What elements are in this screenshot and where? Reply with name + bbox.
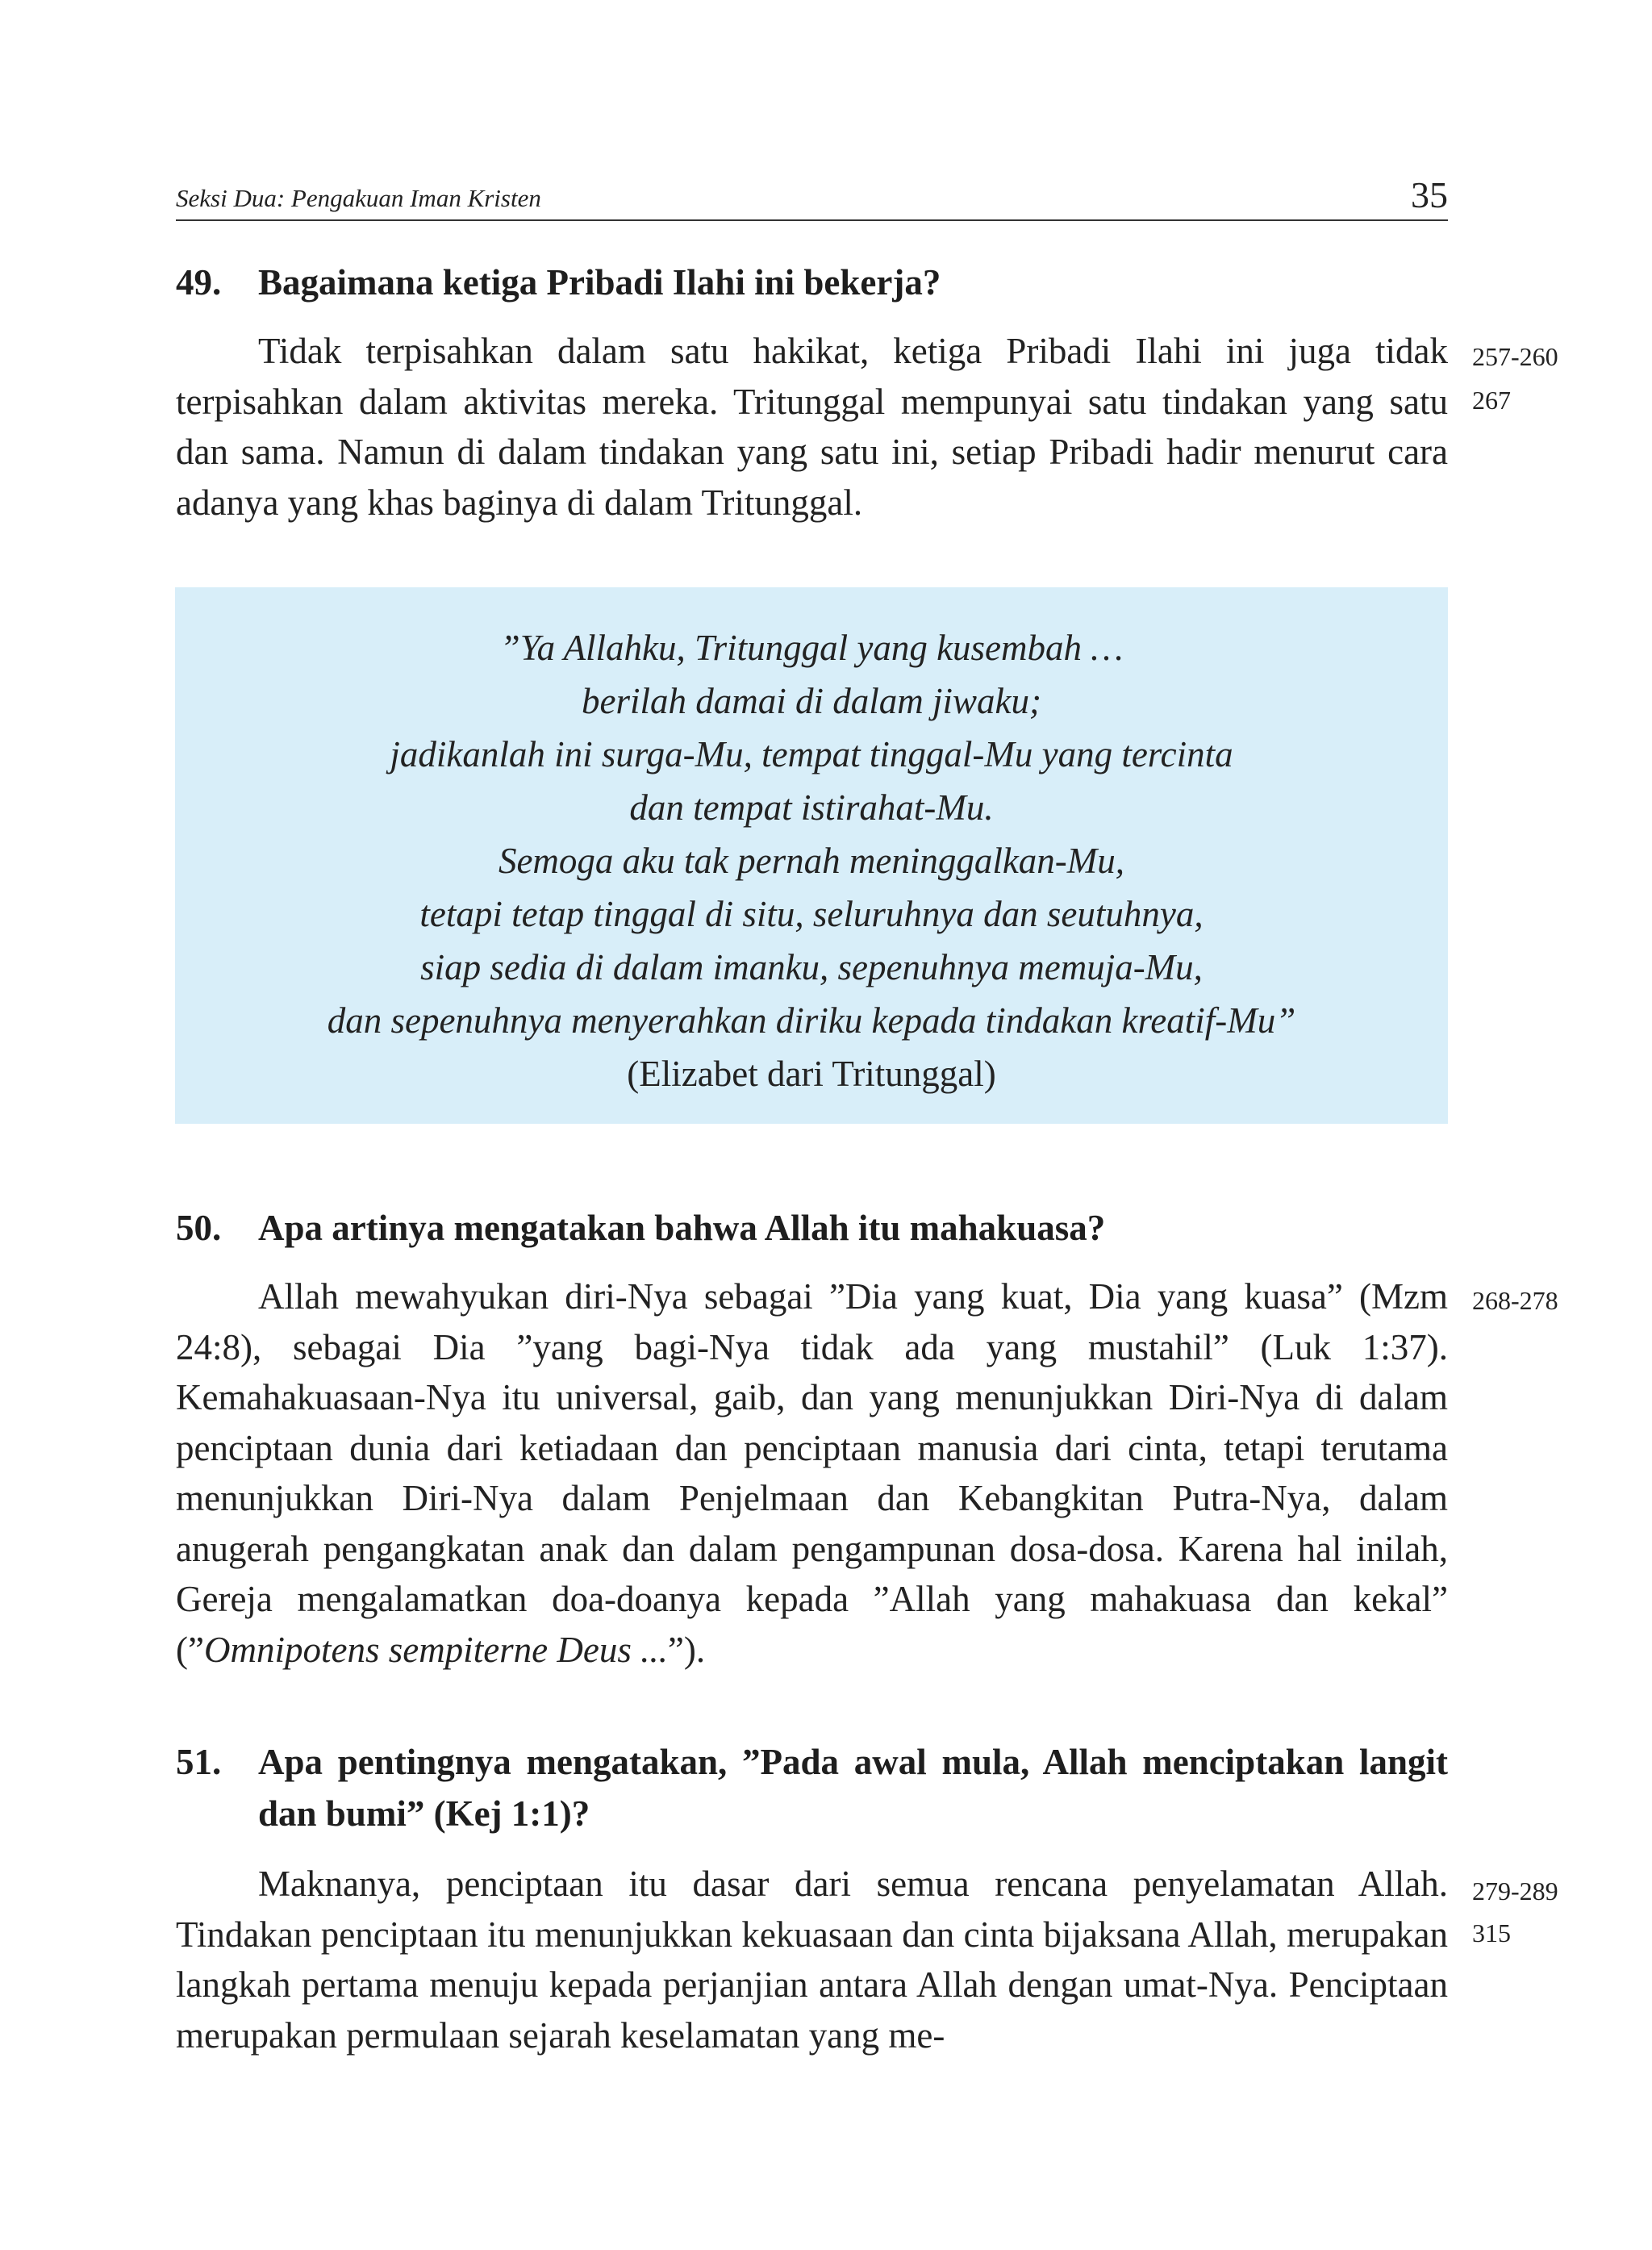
prayer-quote-text (175, 621, 1448, 1100)
question-text: Apa pentingnya mengatakan, ”Pada awal mula, Allah menciptakan langit dan bumi” (Kej 1:1)? (258, 1742, 1448, 1834)
running-header (176, 174, 1448, 221)
margin-ref-49-b: 267 (1472, 386, 1511, 415)
quote-line: dan tempat istirahat-Mu. (629, 787, 994, 828)
margin-ref-51-a: 279-289 (1472, 1876, 1558, 1906)
quote-line: siap sedia di dalam imanku, sepenuhnya memuja-Mu, (420, 947, 1203, 987)
quote-line: berilah damai di dalam jiwaku; (582, 681, 1041, 721)
question-number: 49. (176, 262, 222, 303)
question-text: Bagaimana ketiga Pribadi Ilahi ini bekerja? (258, 262, 941, 303)
latin-phrase: Omnipotens sempiterne Deus ... (203, 1629, 668, 1670)
prayer-quote-box (175, 587, 1448, 1124)
question-49-heading (176, 257, 1448, 308)
page-number: 35 (1411, 174, 1448, 215)
quote-line: ”Ya Allahku, Tritunggal yang kusembah … (499, 628, 1124, 668)
question-50-heading (176, 1202, 1448, 1254)
question-51-heading (176, 1736, 1448, 1839)
question-number: 51. (176, 1742, 222, 1782)
answer-50-text: Allah mewahyukan diri-Nya sebagai ”Dia yang kuat, Dia yang kuasa” (Mzm 24:8), sebagai Dia ”yang bagi-Nya tidak ada yang mustahil” (Luk 1:37). Kemahakuasaan-Nya itu universal, gaib, dan yang menunjukkan Diri-Nya di dalam penciptaan dunia dari ketiadaan dan penciptaan manusia dari cinta, tetapi terutama menunjukkan Diri-Nya dalam Penjelmaan dan Kebangkitan Putra-Nya, dalam anugerah pengangkatan anak dan dalam pengampunan dosa-dosa. Karena hal inilah, Gereja mengalamatkan doa-doanya kepada ”Allah yang mahakuasa dan kekal” (” (176, 1276, 1448, 1670)
question-text: Apa artinya mengatakan bahwa Allah itu mahakuasa? (258, 1208, 1106, 1248)
margin-ref-50: 268-278 (1472, 1286, 1558, 1315)
margin-ref-49-a: 257-260 (1472, 342, 1558, 371)
quote-attribution: (Elizabet dari Tritunggal) (627, 1054, 996, 1094)
quote-line: jadikanlah ini surga-Mu, tempat tinggal-Mu yang tercinta (390, 734, 1233, 774)
quote-line: Semoga aku tak pernah meninggalkan-Mu, (498, 841, 1125, 881)
quote-line: tetapi tetap tinggal di situ, seluruhnya dan seutuhnya, (419, 894, 1204, 934)
answer-50-end: ”). (667, 1629, 706, 1670)
answer-51-paragraph: Maknanya, penciptaan itu dasar dari semua rencana penyelamatan Allah. Tindakan penciptaan itu menunjukkan kekuasaan dan cinta bijaksana Allah, merupakan langkah pertama menuju kepada perjanjian antara Allah dengan umat-Nya. Penciptaan merupakan permulaan sejarah keselamatan yang me- (176, 1864, 1448, 2056)
running-title: Seksi Dua: Pengakuan Iman Kristen (176, 184, 541, 212)
quote-line: dan sepenuhnya menyerahkan diriku kepada tindakan kreatif-Mu” (327, 1000, 1296, 1041)
question-number: 50. (176, 1208, 222, 1248)
margin-ref-51-b: 315 (1472, 1918, 1511, 1947)
answer-50-paragraph (176, 1271, 1448, 1675)
answer-49-paragraph: Tidak terpisahkan dalam satu hakikat, ketiga Pribadi Ilahi ini juga tidak terpisahkan dalam aktivitas mereka. Tritunggal mempunyai satu tindakan yang satu dan sama. Namun di dalam tindakan yang satu ini, setiap Pribadi hadir menurut cara adanya yang khas baginya di dalam Tritunggal. (176, 331, 1448, 523)
